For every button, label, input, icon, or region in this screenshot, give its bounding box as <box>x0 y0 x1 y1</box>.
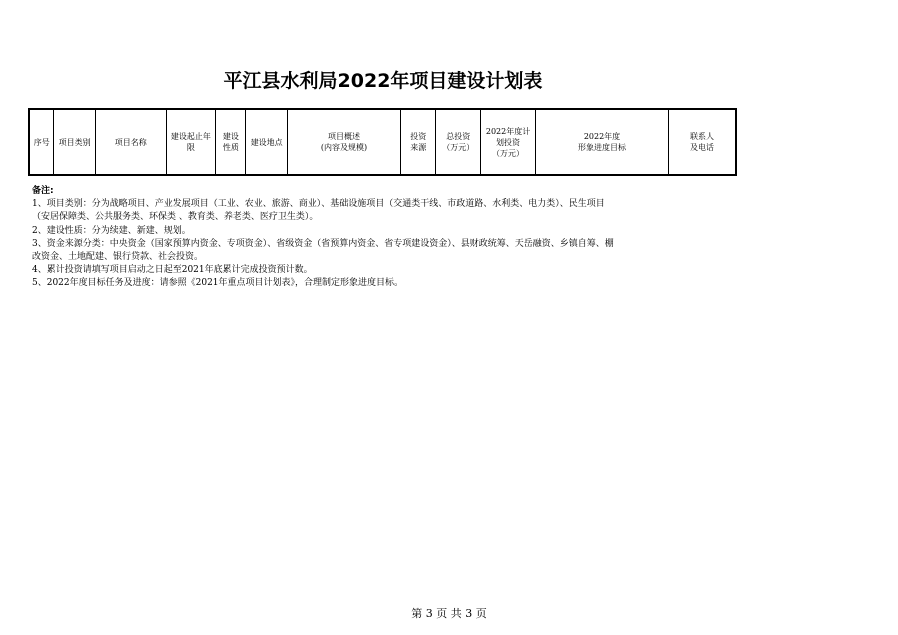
header-cell-project-name: 项目名称 <box>95 109 166 175</box>
note-line: 4、累计投资请填写项目启动之日起至2021年底累计完成投资预计数。 <box>32 265 313 276</box>
table-header-row <box>29 109 736 175</box>
header-cell-period: 建设起止年 限 <box>166 109 216 175</box>
note-line: 1、项目类别：分为战略项目、产业发展项目（工业、农业、旅游、商业）、基础设施项目（交通类干线、市政道路、水利类、电力类）、民生项目 <box>32 199 605 210</box>
header-cell-location: 建设地点 <box>246 109 288 175</box>
header-cell-progress-target: 2022年度 形象进度目标 <box>536 109 669 175</box>
note-line: 改资金、土地配建、银行贷款、社会投资。 <box>32 252 204 263</box>
header-cell-category: 项目类别 <box>54 109 96 175</box>
note-line: 3、资金来源分类：中央资金（国家预算内资金、专项资金）、省级资金（省预算内资金、省专项建设资金）、县财政统筹、天岳融资、乡镇自筹、棚 <box>32 238 614 249</box>
notes-section <box>32 185 744 291</box>
page-footer: 第 3 页 共 3 页 <box>411 607 487 620</box>
header-cell-total-investment: 总投资 （万元） <box>436 109 481 175</box>
notes-title: 备注: <box>32 186 54 196</box>
note-line: （安居保障类、公共服务类、环保类 、教育类、养老类、医疗卫生类）。 <box>32 212 319 223</box>
note-line: 5、2022年度目标任务及进度：请参照《2021年重点项目计划表》，合理制定形象进度目标。 <box>32 278 404 289</box>
header-cell-index: 序号 <box>29 109 54 175</box>
header-cell-overview: 项目概述 (内容及规模) <box>287 109 400 175</box>
header-cell-nature: 建设 性质 <box>216 109 246 175</box>
header-cell-planned-investment: 2022年度计 划投资 （万元） <box>481 109 536 175</box>
page-title: 平江县水利局2022年项目建设计划表 <box>223 70 543 92</box>
note-line: 2、建设性质：分为续建、新建、规划。 <box>32 225 191 236</box>
plan-table <box>28 108 737 176</box>
header-cell-funding-source: 投资 来源 <box>401 109 436 175</box>
header-cell-contact: 联系人 及电话 <box>668 109 736 175</box>
